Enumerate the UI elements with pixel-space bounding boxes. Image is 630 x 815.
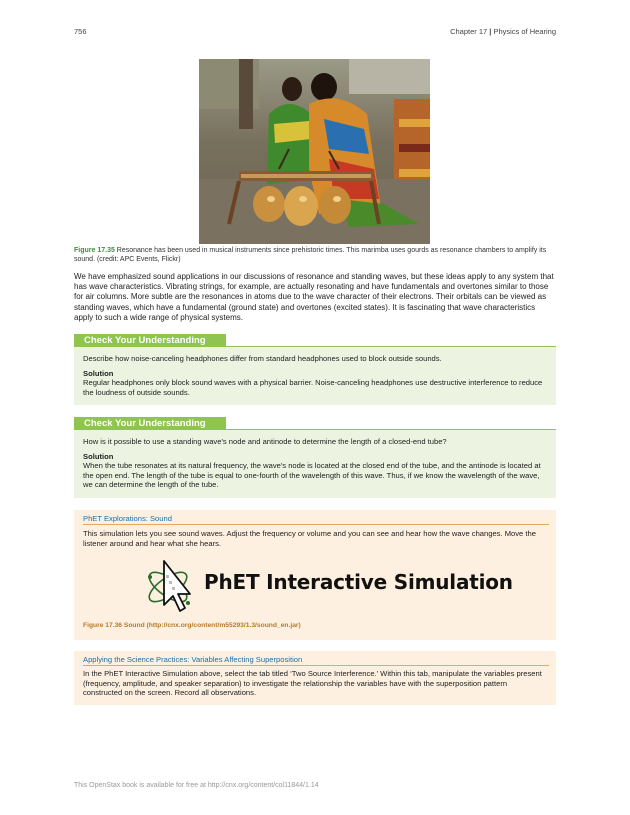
science-practices-rule [83,665,549,666]
chapter-number: Chapter 17 [450,27,488,36]
chapter-title: Physics of Hearing [493,27,556,36]
figure-17-35-label: Figure 17.35 [74,247,115,254]
figure-17-35-text: Resonance has been used in musical instruments since prehistoric times. This marimba uses gourds as resonance chambers to amplify its sound. (credit: APC Events, Flickr) [74,247,547,263]
phet-cursor-icon [142,557,202,617]
phet-logo[interactable] [142,557,513,617]
check-2-solution: When the tube resonates at its natural frequency, the wave's node is located at the closed end of the tube, and the antinode is located at the open end. The length of the tube is equal to one-fourth of the wavelength of this wave. Thus, if we know the wavelength of the wave, we can determine the length of the tube. [83,461,541,490]
phet-title[interactable]: PhET Explorations: Sound [83,514,172,523]
marimba-photo-drawing [199,59,430,244]
page-number: 756 [74,27,87,36]
phet-rule [83,524,549,525]
check-1-question: Describe how noise-canceling headphones differ from standard headphones used to block outside sounds. [83,354,442,363]
check-1-solution: Regular headphones only block sound waves with a physical barrier. Noise-canceling headphones use destructive interference to reduce the loudness of outside sounds. [83,378,543,397]
figure-17-35-caption [74,246,556,264]
body-paragraph: We have emphasized sound applications in our discussions of resonance and standing waves, but these ideas apply to any system that has wave characteristics. Vibrating strings, for example, are actually resonating and have fundamentals and overtones similar to those for air columns. More subtle are the resonances in atoms due to the wave character of their electrons. Their orbitals can be viewed as standing waves, which have a fundamental (ground state) and overtones (excited states). It is fascinating that wave characteristics apply to such a wide range of physical systems. [74,272,554,322]
check-1-title: Check Your Understanding [74,334,226,347]
science-practices-text: In the PhET Interactive Simulation above, select the tab titled ‘Two Source Interference.’ Within this tab, manipulate the variables present (frequency, amplitude, and speaker separation) to investigate the relationship the variables have with the superposition pattern constructed on the screen. Record all observations. [83,669,542,698]
science-practices-title: Applying the Science Practices: Variables Affecting Superposition [83,655,303,664]
figure-17-36-caption[interactable]: Figure 17.36 Sound (http://cnx.org/content/m55293/1.3/sound_en.jar) [83,622,301,629]
science-practices-box [74,651,556,705]
check-2-solution-label: Solution [83,451,114,461]
header-separator: | [487,27,494,36]
phet-text: This simulation lets you see sound waves. Adjust the frequency or volume and you can see and hear how the wave changes. Move the listener around and hear what she hears. [83,529,536,548]
marimba-photo [199,59,430,244]
check-1-solution-label: Solution [83,368,114,378]
page-footer: This OpenStax book is available for free at http://cnx.org/content/col11844/1.14 [74,782,319,789]
check-2-box [74,430,556,498]
phet-logo-text: PhET Interactive Simulation [204,570,513,594]
check-2-question: How is it possible to use a standing wave's node and antinode to determine the length of a closed-end tube? [83,437,447,446]
phet-explorations-box [74,510,556,640]
check-2-title: Check Your Understanding [74,417,226,430]
check-1-box [74,347,556,405]
running-header [450,27,556,36]
